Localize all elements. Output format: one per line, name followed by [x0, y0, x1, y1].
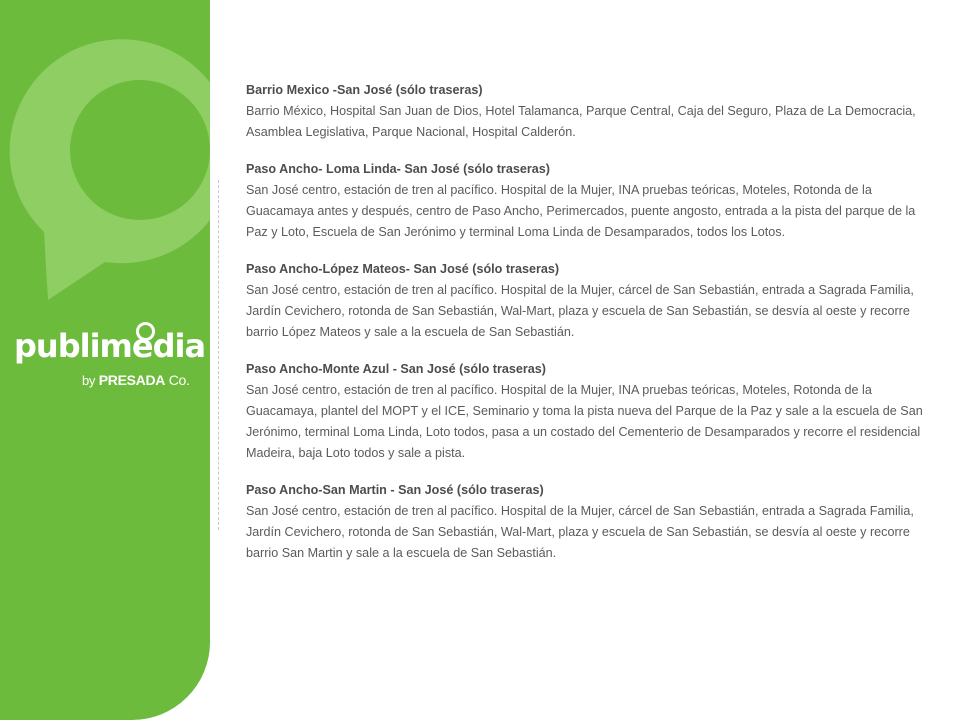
logo-by-suffix: Co. [168, 372, 190, 388]
route-item [246, 359, 926, 464]
route-title: Paso Ancho-López Mateos- San José (sólo traseras) [246, 262, 560, 276]
logo-by-brand: PRESADA [98, 372, 166, 388]
brand-sidebar [0, 0, 210, 720]
route-item [246, 159, 926, 243]
route-item [246, 80, 926, 143]
route-description: San José centro, estación de tren al pacífico. Hospital de la Mujer, INA pruebas teóricas, Moteles, Rotonda de la Guacamaya antes y después, centro de Paso Ancho, Perimercados, puente angosto, entrada a la pista del parque de la Paz y Loto, Escuela de San Jerónimo y terminal Loma Linda de Desamparados, todos los Lotos. [246, 183, 916, 239]
route-item [246, 480, 926, 564]
route-description: San José centro, estación de tren al pacífico. Hospital de la Mujer, cárcel de San Sebastián, entrada a Sagrada Familia, Jardín Cevichero, rotonda de San Sebastián, Wal-Mart, plaza y escuela de San Sebastián, se desvía al oeste y recorre barrio López Mateos y sale a la escuela de San Sebastián. [246, 283, 914, 339]
logo-wordmark: publimedia [14, 327, 206, 365]
route-description: Barrio México, Hospital San Juan de Dios, Hotel Talamanca, Parque Central, Caja del Seguro, Plaza de La Democracia, Asamblea Legislativa, Parque Nacional, Hospital Calderón. [246, 104, 916, 139]
route-title: Paso Ancho-Monte Azul - San José (sólo traseras) [246, 362, 546, 376]
route-description: San José centro, estación de tren al pacífico. Hospital de la Mujer, INA pruebas teóricas, Moteles, Rotonda de la Guacamaya, plantel del MOPT y el ICE, Seminario y toma la pista nueva del Parque de la Paz y sale a la escuela de San Jerónimo, terminal Loma Linda, Loto todos, pasa a un costado del Cementerio de Desamparados y recorre el residencial Madeira, baja Loto todos y sale a pista. [246, 383, 923, 460]
logo-tagline [82, 372, 190, 388]
logo-by-prefix: by [82, 373, 96, 388]
publimedia-logo [14, 327, 206, 388]
route-item [246, 259, 926, 343]
logo-ring-icon [136, 322, 155, 341]
dashed-divider [218, 180, 219, 530]
route-title: Paso Ancho-San Martin - San José (sólo traseras) [246, 483, 544, 497]
routes-list [246, 80, 926, 580]
route-title: Paso Ancho- Loma Linda- San José (sólo traseras) [246, 162, 550, 176]
speech-bubble-graphic [0, 0, 210, 330]
route-description: San José centro, estación de tren al pacífico. Hospital de la Mujer, cárcel de San Sebastián, entrada a Sagrada Familia, Jardín Cevichero, rotonda de San Sebastián, Wal-Mart, plaza y escuela de San Sebastián, se desvía al oeste y recorre barrio San Martin y sale a la escuela de San Sebastián. [246, 504, 914, 560]
route-title: Barrio Mexico -San José (sólo traseras) [246, 83, 483, 97]
